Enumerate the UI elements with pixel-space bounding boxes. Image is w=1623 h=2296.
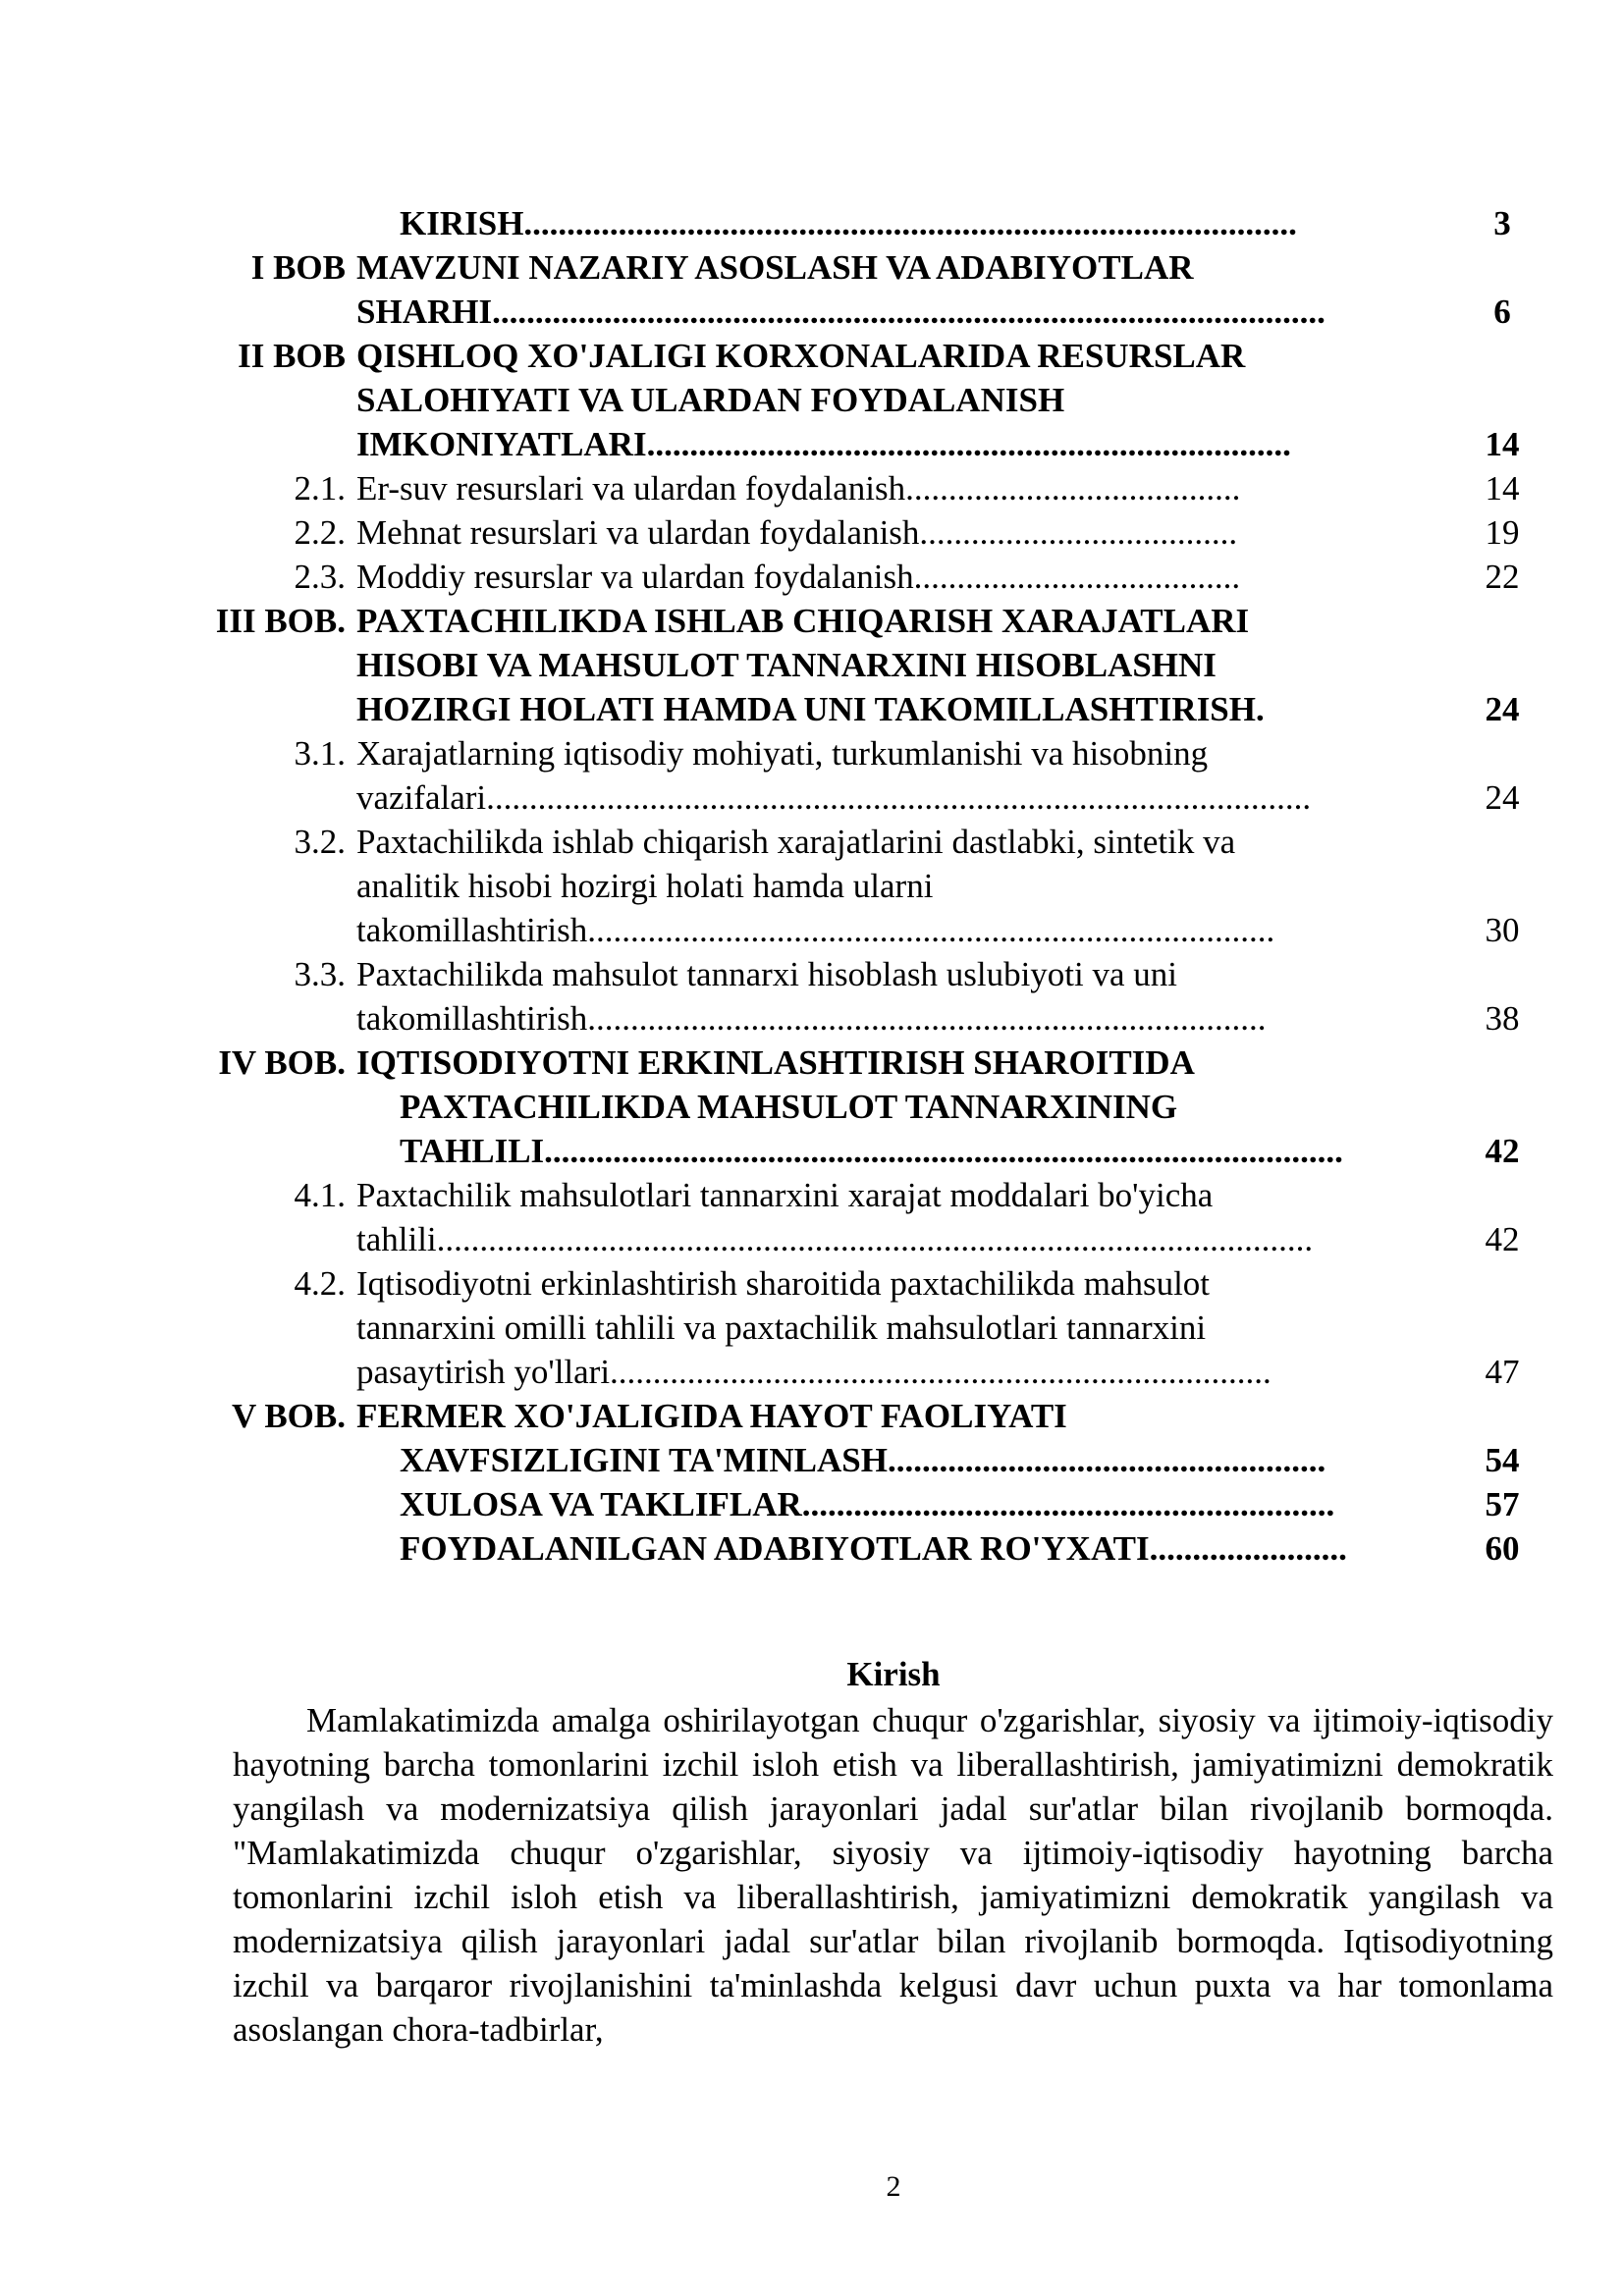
toc-entry <box>0 1041 1623 1085</box>
toc-entry <box>0 775 1623 820</box>
toc-entry-page: 6 <box>1493 293 1511 331</box>
toc-entry <box>0 1350 1623 1394</box>
toc-entry-title: FOYDALANILGAN ADABIYOTLAR RO'YXATI....................... <box>400 1529 1347 1568</box>
toc-entry-page: 60 <box>1485 1529 1520 1568</box>
toc-entry <box>0 687 1623 731</box>
toc-entry-title: SHARHI................................................................................................. <box>356 293 1325 331</box>
toc-entry-title: KIRISH.......................................................................................... <box>400 204 1297 242</box>
toc-entry <box>0 1085 1623 1129</box>
toc-entry-page: 42 <box>1485 1132 1520 1170</box>
toc-entry-title: IQTISODIYOTNI ERKINLASHTIRISH SHAROITIDA <box>356 1043 1195 1082</box>
toc-entry <box>0 1217 1623 1261</box>
toc-entry-title: SALOHIYATI VA ULARDAN FOYDALANISH <box>356 381 1065 419</box>
toc-entry-title: tannarxini omilli tahlili va paxtachilik mahsulotlari tannarxini <box>356 1308 1207 1347</box>
toc-entry-page: 47 <box>1485 1353 1520 1391</box>
toc-entry-title: tahlili...................................................................................................... <box>356 1220 1314 1258</box>
toc-entry <box>0 996 1623 1041</box>
toc-entry-page: 14 <box>1485 469 1520 507</box>
toc-entry-label: 2.2. <box>294 513 346 552</box>
toc-entry-label: 3.3. <box>294 955 346 993</box>
toc-entry-title: vazifalari................................................................................................ <box>356 778 1312 817</box>
toc-entry <box>0 952 1623 996</box>
toc-entry-title: pasaytirish yo'llari............................................................................. <box>356 1353 1271 1391</box>
toc-entry <box>0 1173 1623 1217</box>
toc-entry-title: TAHLILI............................................................................................. <box>400 1132 1343 1170</box>
toc-entry-label: 2.1. <box>294 469 346 507</box>
toc-entry-title: takomillashtirish............................................................................... <box>356 999 1267 1038</box>
toc-entry-title: takomillashtirish................................................................................ <box>356 911 1275 949</box>
toc-entry-title: IMKONIYATLARI........................................................................... <box>356 425 1291 463</box>
toc-entry-title: HOZIRGI HOLATI HAMDA UNI TAKOMILLASHTIRISH. <box>356 690 1265 728</box>
toc-entry <box>0 555 1623 599</box>
toc-entry <box>0 201 1623 245</box>
toc-entry <box>0 422 1623 466</box>
toc-entry-page: 42 <box>1485 1220 1520 1258</box>
toc-entry <box>0 245 1623 290</box>
toc-entry <box>0 1261 1623 1306</box>
toc-entry-page: 3 <box>1493 204 1511 242</box>
toc-entry-title: QISHLOQ XO'JALIGI KORXONALARIDA RESURSLAR <box>356 337 1246 375</box>
toc-entry-title: Paxtachilik mahsulotlari tannarxini xarajat moddalari bo'yicha <box>356 1176 1214 1214</box>
intro-paragraph: Mamlakatimizda amalga oshirilayotgan chuqur o'zgarishlar, siyosiy va ijtimoiy-iqtisodiy hayotning barcha tomonlarini izchil isloh etish va liberallashtirish, jamiyatimizni demokratik yangilash va modernizatsiya qilish jarayonlari jadal sur'atlar bilan rivojlanib bormoqda. "Mamlakatimizda chuqur o'zgarishlar, siyosiy va ijtimoiy-iqtisodiy hayotning barcha tomonlarini izchil isloh etish va liberallashtirish, jamiyatimizni demokratik yangilash va modernizatsiya qilish jarayonlari jadal sur'atlar bilan rivojlanib bormoqda. Iqtisodiyotning izchil va barqaror rivojlanishini ta'minlashda kelgusi davr uchun puxta va har tomonlama asoslangan chora-tadbirlar, <box>233 1701 1553 2049</box>
toc-entry-page: 14 <box>1485 425 1520 463</box>
toc-entry-title: HISOBI VA MAHSULOT TANNARXINI HISOBLASHNI <box>356 646 1217 684</box>
toc-entry <box>0 1526 1623 1571</box>
toc-entry-label: 3.1. <box>294 734 346 773</box>
toc-entry-label: II BOB <box>238 337 346 375</box>
toc-entry-page: 30 <box>1485 911 1520 949</box>
toc-entry-title: Paxtachilikda mahsulot tannarxi hisoblash uslubiyoti va uni <box>356 955 1178 993</box>
toc-entry-label: V BOB. <box>231 1397 346 1435</box>
toc-entry-title: Mehnat resurslari va ulardan foydalanish..................................... <box>356 513 1238 552</box>
toc-entry-label: 2.3. <box>294 558 346 596</box>
toc-entry-title: analitik hisobi hozirgi holati hamda ularni <box>356 867 934 905</box>
toc-entry-label: 4.2. <box>294 1264 346 1303</box>
toc-entry <box>0 1129 1623 1173</box>
toc-entry <box>0 378 1623 422</box>
toc-entry-page: 54 <box>1485 1441 1520 1479</box>
toc-entry <box>0 864 1623 908</box>
toc-entry-page: 19 <box>1485 513 1520 552</box>
toc-entry-title: Xarajatlarning iqtisodiy mohiyati, turkumlanishi va hisobning <box>356 734 1209 773</box>
toc-entry-page: 38 <box>1485 999 1520 1038</box>
toc-entry-label: IV BOB. <box>218 1043 346 1082</box>
toc-entry <box>0 731 1623 775</box>
toc-entry-page: 24 <box>1485 778 1520 817</box>
toc-entry <box>0 1394 1623 1438</box>
toc-entry <box>0 643 1623 687</box>
toc-entry-title: PAXTACHILIKDA MAHSULOT TANNARXINING <box>400 1088 1178 1126</box>
toc-entry <box>0 1306 1623 1350</box>
page-number: 2 <box>886 2170 901 2203</box>
toc-entry-title: MAVZUNI NAZARIY ASOSLASH VA ADABIYOTLAR <box>356 248 1194 287</box>
toc-entry-page: 24 <box>1485 690 1520 728</box>
toc-entry <box>0 908 1623 952</box>
toc-entry-title: Moddiy resurslar va ulardan foydalanish...................................... <box>356 558 1241 596</box>
toc-entry-title: PAXTACHILIKDA ISHLAB CHIQARISH XARAJATLARI <box>356 602 1250 640</box>
section-title: Kirish <box>846 1655 941 1693</box>
toc-entry <box>0 599 1623 643</box>
toc-entry-title: Paxtachilikda ishlab chiqarish xarajatlarini dastlabki, sintetik va <box>356 823 1236 861</box>
toc-entry-title: Iqtisodiyotni erkinlashtirish sharoitida paxtachilikda mahsulot <box>356 1264 1211 1303</box>
toc-entry <box>0 334 1623 378</box>
toc-entry <box>0 290 1623 334</box>
toc-entry <box>0 820 1623 864</box>
toc-entry <box>0 466 1623 510</box>
toc-entry-title: XULOSA VA TAKLIFLAR.............................................................. <box>400 1485 1335 1523</box>
toc-entry-label: 3.2. <box>294 823 346 861</box>
toc-entry-label: III BOB. <box>215 602 346 640</box>
toc-entry-page: 22 <box>1485 558 1520 596</box>
toc-entry-label: I BOB <box>250 248 346 287</box>
toc-entry-title: FERMER XO'JALIGIDA HAYOT FAOLIYATI <box>356 1397 1067 1435</box>
toc-entry <box>0 1482 1623 1526</box>
toc-entry <box>0 1438 1623 1482</box>
toc-entry-page: 57 <box>1485 1485 1520 1523</box>
toc-entry-label: 4.1. <box>294 1176 346 1214</box>
toc-entry <box>0 510 1623 555</box>
toc-entry-title: XAVFSIZLIGINI TA'MINLASH................................................... <box>400 1441 1326 1479</box>
toc-entry-title: Er-suv resurslari va ulardan foydalanish....................................... <box>356 469 1241 507</box>
